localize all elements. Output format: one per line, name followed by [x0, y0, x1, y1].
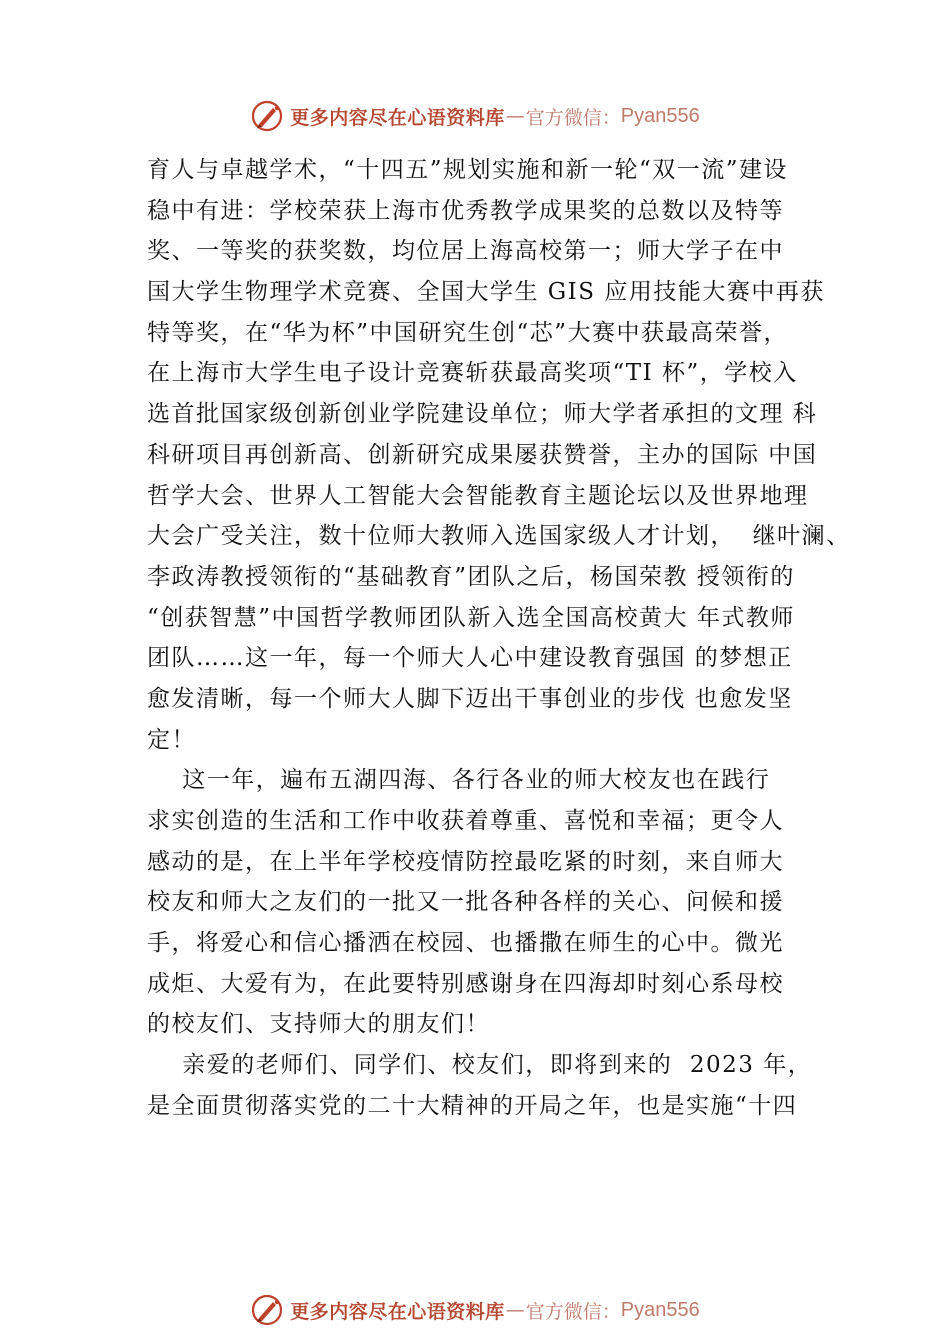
text-line: 成炬、大爱有为，在此要特别感谢身在四海却时刻心系母校 [147, 970, 784, 997]
pen-logo-icon [250, 1293, 284, 1327]
text-line: 感动的是，在上半年学校疫情防控最吃紧的时刻，来自师大 [147, 848, 784, 875]
text-line: 校友和师大之友们的一批又一批各种各样的关心、问候和援 [147, 889, 784, 916]
text-line: 哲学大会、世界人工智能大会智能教育主题论坛以及世界地理 [147, 482, 809, 509]
text-line: 定！ [147, 726, 196, 753]
text-line: 求实创造的生活和工作中收获着尊重、喜悦和幸福；更令人 [147, 808, 784, 834]
header-wechat-id: Pyan556 [620, 104, 700, 127]
footer-brand-text: 更多内容尽在心语资料库 [290, 1300, 505, 1323]
header-watermark [0, 96, 950, 136]
text-line: 国大学生物理学术竞赛、全国大学生 GIS 应用技能大赛中再获 [147, 279, 825, 306]
text-line: 大会广受关注，数十位师大教师入选国家级人才计划， 继叶澜、 [147, 523, 851, 550]
text-line: 这一年，遍布五湖四海、各行各业的师大校友也在践行 [147, 767, 771, 794]
text-line: 手，将爱心和信心播洒在校园、也播撒在师生的心中。微光 [147, 930, 784, 957]
document-body [147, 150, 851, 1127]
footer-watermark [0, 1290, 950, 1330]
text-line: “创获智慧”中国哲学教师团队新入选全国高校黄大 年式教师 [147, 604, 795, 631]
text-line: 科研项目再创新高、创新研究成果屡获赞誉，主办的国际 中国 [147, 441, 818, 468]
text-line: 团队……这一年，每一个师大人心中建设教育强国 的梦想正 [147, 645, 793, 672]
text-line: 稳中有进：学校荣获上海市优秀教学成果奖的总数以及特等 [147, 197, 784, 224]
pen-logo-icon [250, 99, 284, 133]
text-line: 特等奖，在“华为杯”中国研究生创“芯”大赛中获最高荣誉， [147, 319, 789, 346]
header-dash: — [505, 105, 525, 127]
footer-dash: — [505, 1299, 525, 1321]
text-line: 是全面贯彻落实党的二十大精神的开局之年，也是实施“十四 [147, 1092, 798, 1119]
text-line: 亲爱的老师们、同学们、校友们，即将到来的 2023 年， [147, 1052, 813, 1079]
text-line: 李政涛教授领衔的“基础教育”团队之后，杨国荣教 授领衔的 [147, 563, 795, 590]
footer-wechat-label: 官方微信： [525, 1300, 621, 1323]
text-line: 愈发清晰，每一个师大人脚下迈出干事创业的步伐 也愈发坚 [147, 685, 793, 712]
text-line: 选首批国家级创新创业学院建设单位；师大学者承担的文理 科 [147, 401, 818, 428]
text-line: 的校友们、支持师大的朋友们！ [147, 1011, 490, 1038]
text-line: 在上海市大学生电子设计竞赛斩获最高奖项“TI 杯”，学校入 [147, 360, 798, 387]
header-wechat-label: 官方微信： [525, 106, 621, 129]
footer-wechat-id: Pyan556 [620, 1298, 700, 1321]
text-line: 育人与卓越学术，“十四五”规划实施和新一轮“双一流”建设 [147, 157, 789, 183]
text-line: 奖、一等奖的获奖数，均位居上海高校第一；师大学子在中 [147, 238, 784, 265]
header-brand-text: 更多内容尽在心语资料库 [290, 106, 505, 129]
